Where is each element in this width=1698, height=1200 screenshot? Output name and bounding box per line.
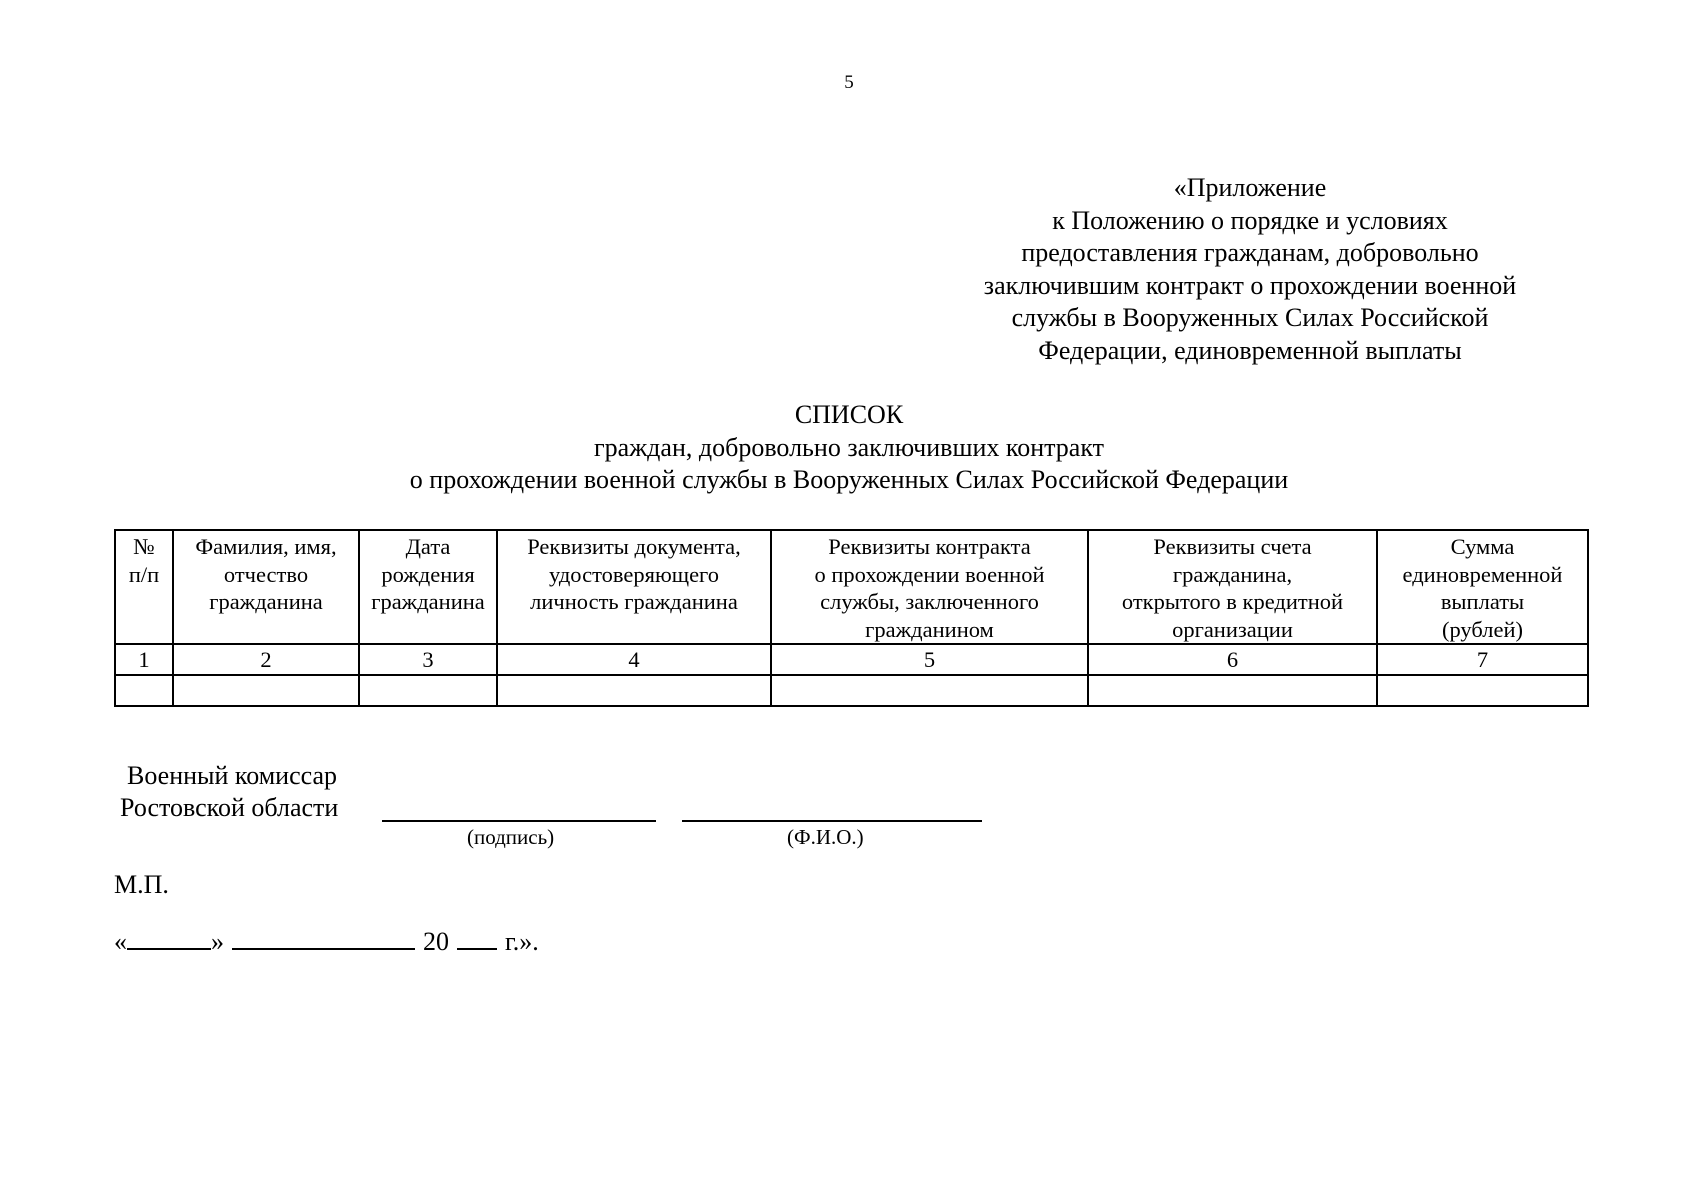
signature-hint: (подпись) bbox=[467, 825, 555, 849]
table-cell-empty bbox=[173, 675, 359, 706]
year-prefix: 20 bbox=[423, 927, 449, 956]
appendix-line: Федерации, единовременной выплаты bbox=[1038, 335, 1462, 365]
header-cell-payment-sum: Сумма единовременной выплаты (рублей) bbox=[1377, 530, 1588, 644]
table-cell-empty bbox=[771, 675, 1088, 706]
header-cell-contract: Реквизиты контракта о прохождении военной службы, заключенного гражданином bbox=[771, 530, 1088, 644]
table-row bbox=[115, 675, 1588, 706]
appendix-line: к Положению о порядке и условиях bbox=[1052, 205, 1448, 235]
table-cell-empty bbox=[497, 675, 771, 706]
name-line bbox=[682, 820, 982, 822]
column-number-cell: 1 bbox=[115, 644, 173, 675]
year-blank bbox=[457, 924, 497, 950]
table-cell-empty bbox=[115, 675, 173, 706]
header-cell-birth-date: Дата рождения гражданина bbox=[359, 530, 497, 644]
date-open-quote: « bbox=[114, 927, 127, 956]
date-close-quote: » bbox=[211, 927, 224, 956]
header-cell-bank-account: Реквизиты счета гражданина, открытого в кредитной организации bbox=[1088, 530, 1377, 644]
stamp-label: М.П. bbox=[114, 870, 169, 899]
page-number: 5 bbox=[844, 72, 854, 93]
signer-role-line: Военный комиссар bbox=[127, 761, 338, 790]
title-heading: СПИСОК bbox=[794, 400, 904, 429]
column-number-cell: 5 bbox=[771, 644, 1088, 675]
document-title bbox=[0, 399, 1698, 497]
appendix-line: «Приложение bbox=[1173, 173, 1327, 202]
header-cell-number: № п/п bbox=[115, 530, 173, 644]
appendix-line: заключившим контракт о прохождении военной bbox=[983, 270, 1517, 300]
appendix-line: службы в Вооруженных Силах Российской bbox=[1011, 303, 1489, 333]
appendix-block bbox=[930, 172, 1570, 368]
column-number-cell: 6 bbox=[1088, 644, 1377, 675]
appendix-line: предоставления гражданам, добровольно bbox=[1021, 238, 1479, 268]
column-number-cell: 7 bbox=[1377, 644, 1588, 675]
name-hint: (Ф.И.О.) bbox=[787, 825, 864, 849]
table-cell-empty bbox=[359, 675, 497, 706]
table-cell-empty bbox=[1377, 675, 1588, 706]
date-line bbox=[114, 924, 539, 957]
header-cell-id-document: Реквизиты документа, удостоверяющего личность гражданина bbox=[497, 530, 771, 644]
table-cell-empty bbox=[1088, 675, 1377, 706]
table-header-row bbox=[115, 530, 1588, 644]
column-number-cell: 2 bbox=[173, 644, 359, 675]
month-blank bbox=[232, 924, 415, 950]
column-number-cell: 4 bbox=[497, 644, 771, 675]
signer-role-line: Ростовской области bbox=[120, 793, 339, 822]
column-number-cell: 3 bbox=[359, 644, 497, 675]
column-number-row bbox=[115, 644, 1588, 675]
header-cell-full-name: Фамилия, имя, отчество гражданина bbox=[173, 530, 359, 644]
title-line: о прохождении военной службы в Вооруженных Силах Российской Федерации bbox=[409, 465, 1289, 495]
day-blank bbox=[127, 924, 211, 950]
title-line: граждан, добровольно заключивших контракт bbox=[594, 432, 1104, 462]
citizens-table bbox=[114, 529, 1589, 707]
signature-line bbox=[382, 820, 656, 822]
date-suffix: г.». bbox=[505, 927, 539, 956]
